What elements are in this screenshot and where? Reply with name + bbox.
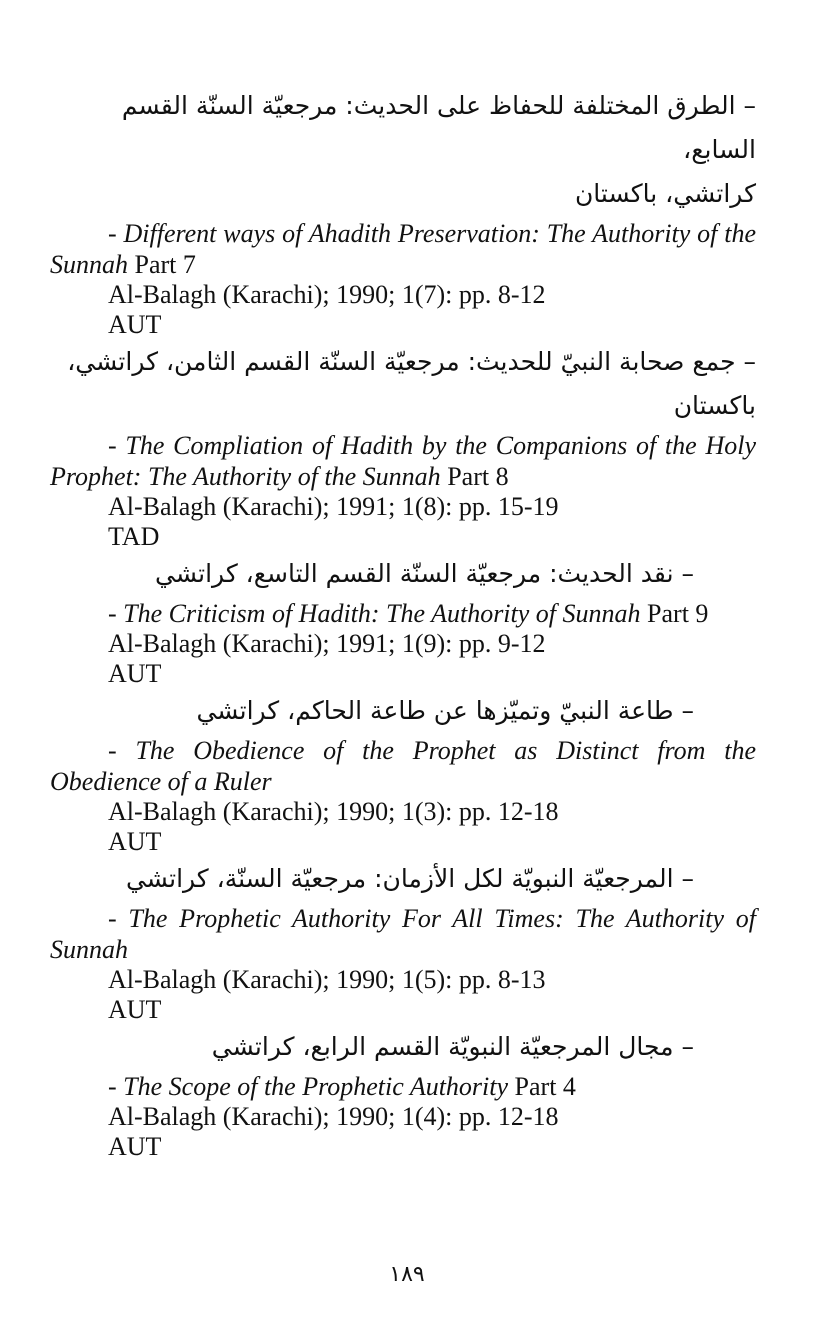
arabic-title: – المرجعيّة النبويّة لكل الأزمان: مرجعيّة السنّة، كراتشي [125,864,694,893]
english-title [50,218,756,280]
entry-code: TAD [108,522,160,551]
english-title [50,735,756,797]
english-title-part: Part 7 [128,250,196,279]
arabic-title: – نقد الحديث: مرجعيّة السنّة القسم التاسع، كراتشي [154,559,694,588]
english-title-part: Part 8 [440,462,509,491]
english-title-italic: - The Compliation of Hadith by the Companions of the Holy Prophet: The Authority of the Sunnah [50,431,756,491]
bibliography-entry-1 [50,84,756,340]
arabic-title-continuation: باكستان [673,391,756,420]
publication-info: Al-Balagh (Karachi); 1991; 1(9): pp. 9-12 [108,629,546,658]
bibliography-entry-5 [50,857,756,1025]
entry-code: AUT [108,659,162,688]
bibliography-entry-2 [50,340,756,552]
arabic-title: – الطرق المختلفة للحفاظ على الحديث: مرجعيّة السنّة القسم السابع، [121,91,756,164]
english-title [50,430,756,492]
english-title [50,1071,756,1102]
english-title-part: Part 9 [640,599,709,628]
entry-code: AUT [108,827,162,856]
entry-code: AUT [108,995,162,1024]
publication-info: Al-Balagh (Karachi); 1990; 1(5): pp. 8-13 [108,965,546,994]
bibliography-entry-6 [50,1025,756,1162]
english-title [50,598,756,629]
publication-info: Al-Balagh (Karachi); 1990; 1(3): pp. 12-18 [108,797,559,826]
arabic-title: – مجال المرجعيّة النبويّة القسم الرابع، كراتشي [211,1032,694,1061]
arabic-title: – جمع صحابة النبيّ للحديث: مرجعيّة السنّة القسم الثامن، كراتشي، [67,347,756,376]
bibliography-entry-4 [50,689,756,857]
publication-info: Al-Balagh (Karachi); 1990; 1(4): pp. 12-18 [108,1102,559,1131]
arabic-title-continuation: كراتشي، باكستان [574,179,756,208]
bibliography-page [50,84,756,1162]
bibliography-entry-3 [50,552,756,689]
publication-info: Al-Balagh (Karachi); 1991; 1(8): pp. 15-19 [108,492,559,521]
english-title-italic: - The Prophetic Authority For All Times: The Authority of Sunnah [50,904,756,964]
english-title-italic: - The Obedience of the Prophet as Distinct from the Obedience of a Ruler [50,736,756,796]
english-title [50,903,756,965]
publication-info: Al-Balagh (Karachi); 1990; 1(7): pp. 8-12 [108,280,546,309]
arabic-title: – طاعة النبيّ وتميّزها عن طاعة الحاكم، كراتشي [196,696,694,725]
english-title-italic: - The Criticism of Hadith: The Authority of Sunnah [108,599,641,628]
english-title-italic: - The Scope of the Prophetic Authority [108,1072,509,1101]
english-title-italic: - Different ways of Ahadith Preservation: The Authority of the Sunnah [50,219,756,279]
english-title-part: Part 4 [508,1072,576,1101]
entry-code: AUT [108,1132,162,1161]
entry-code: AUT [108,310,162,339]
page-number: ١٨٩ [389,1262,425,1287]
